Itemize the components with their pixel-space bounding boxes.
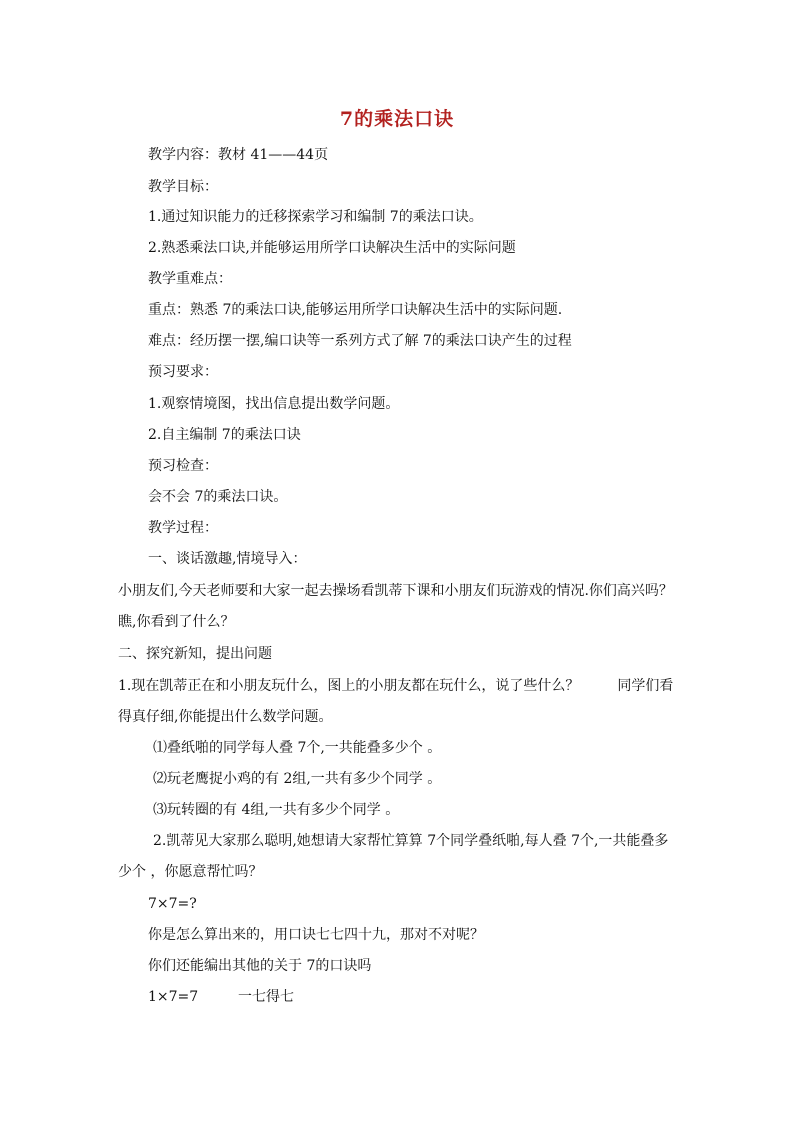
preview-heading: 预习要求：: [148, 364, 218, 380]
preview-item-2: 2.自主编制 7的乘法口诀: [148, 427, 301, 443]
key-point: 重点：熟悉 7的乘法口诀,能够运用所学口诀解决生活中的实际问题.: [148, 302, 563, 318]
question-2-line-1: 2.凯蒂见大家那么聪明,她想请大家帮忙算算 7个同学叠纸啪,每人叠 7个,一共能叠多: [153, 833, 669, 849]
document-title: 7的乘法口诀: [339, 108, 455, 130]
goal-1: 1.通过知识能力的迁移探索学习和编制 7的乘法口诀。: [148, 209, 483, 225]
key-heading: 教学重难点：: [148, 271, 232, 287]
question-2-line-2: 少个 ，你愿意帮忙吗？: [118, 864, 263, 880]
rhyme-text: 一七得七: [238, 989, 294, 1005]
rhyme-equation: 1×7=7: [148, 989, 199, 1005]
intro-paragraph-line-1: 小朋友们,今天老师要和大家一起去操场看凯蒂下课和小朋友们玩游戏的情况.你们高兴吗？: [118, 583, 673, 599]
check-heading: 预习检查：: [148, 458, 218, 474]
question-1-line-1: [118, 677, 673, 695]
question-1-line-2: 得真仔细,你能提出什么数学问题。: [118, 709, 333, 725]
how-calc-line: 你是怎么算出来的，用口诀七七四十九，那对不对呢？: [148, 927, 484, 943]
sub-question-2: ⑵玩老鹰捉小鸡的有 2组,一共有多少个同学 。: [153, 771, 442, 787]
other-rhymes-line: 你们还能编出其他的关于 7的口诀吗: [148, 958, 372, 974]
sub-question-1: ⑴叠纸啪的同学每人叠 7个,一共能叠多少个 。: [153, 740, 442, 756]
question-1-tail: 同学们看: [617, 678, 674, 694]
goal-2: 2.熟悉乘法口诀,并能够运用所学口诀解决生活中的实际问题: [148, 240, 516, 256]
intro-paragraph-line-2: 瞧,你看到了什么？: [118, 614, 235, 630]
content-line: 教学内容：教材 41——44页: [148, 147, 329, 163]
question-1-text: 1.现在凯蒂正在和小朋友玩什么，图上的小朋友都在玩什么，说了些什么？: [118, 678, 580, 694]
check-item-1: 会不会 7的乘法口诀。: [148, 489, 288, 505]
difficult-point: 难点：经历摆一摆,编口诀等一系列方式了解 7的乘法口诀产生的过程: [148, 333, 572, 349]
equation-line: 7×7=?: [148, 896, 197, 912]
step-2-heading: 二、探究新知，提出问题: [118, 646, 272, 662]
step-1-heading: 一、谈话激趣,情境导入：: [148, 551, 307, 567]
process-heading: 教学过程：: [148, 520, 218, 536]
sub-question-3: ⑶玩转圈的有 4组,一共有多少个同学 。: [153, 802, 400, 818]
goals-heading: 教学目标：: [148, 179, 218, 195]
preview-item-1: 1.观察情境图，找出信息提出数学问题。: [148, 396, 400, 412]
